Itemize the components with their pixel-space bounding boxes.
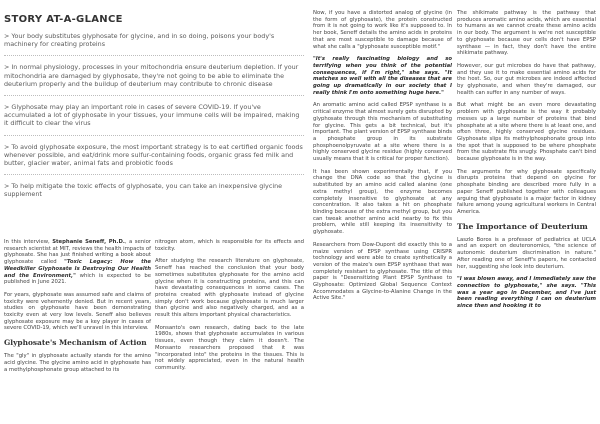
article-column-4: [457, 10, 596, 316]
paragraph: nitrogen atom, which is responsible for its effects and toxicity.: [155, 239, 304, 252]
paragraph: Researchers from Dow-Dupont did exactly this to a maize version of EPSP synthase using CRISPR technology and were able to create synthetically a version of the maize's own EPSP synthase that was completely resistant to glyphosate. The title of this paper is "Desensitizing Plant EPSP Synthase to Glyphosate: Optimized Global Sequence Context Accommodates a Glycine-to-Alanine Change in the Active Site.": [313, 241, 452, 302]
author-name: Stephanie Seneff, Ph.D.: [52, 239, 125, 245]
paragraph: However, our gut microbes do have that pathway, and they use it to make essential amino acids for the host. So, our gut microbes are indeed affected by glyphosate, and when they're damaged, our health can suffer in any number of ways.: [457, 62, 596, 96]
paragraph: For years, glyphosate was assumed safe and claims of toxicity were vehemently denied. But in recent years, studies on glyphosate have been demonstrating toxicity even at very low levels. Seneff also believes glyphosate exposure may be a key player in cases of severe COVID-19, which we'll unravel in this interview.: [4, 291, 151, 332]
article-column-1: [4, 239, 151, 379]
paragraph: An aromatic amino acid called EPSP synthase is a critical enzyme that almost surely gets disrupted by glyphosate through this mechanism of substituting for glycine. This gets a bit technical, but it's important. The plant version of EPSP synthase binds a phosphate group in its substrate phosphoenolpyruvate at a site where there is a highly conserved glycine residue (highly conserved usually means that it is critical for proper function).: [313, 102, 452, 163]
paragraph: The "gly" in glyphosate actually stands for the amino acid glycine. The glycine amino acid in glyphosate has a methylphosphonate group attached to its: [4, 353, 151, 373]
pull-quote: "It's really fascinating biology and so terrifying when you think of the potential consequences, if I'm right," she says. "It matches so well with all the diseases that are going up dramatically in our society that I really think I'm onto something huge here.": [313, 56, 452, 96]
divider: [4, 95, 304, 96]
glance-title: STORY AT-A-GLANCE: [4, 14, 123, 25]
paragraph: The shikimate pathway is the pathway that produces aromatic amino acids, which are essential to humans as we cannot create these amino acids in our body. The argument is we're not susceptible to glyphosate because our cells don't have EPSP synthase — in fact, they don't have the entire shikimate pathway.: [457, 10, 596, 57]
glance-bullet: > Your body substitutes glyphosate for glycine, and in so doing, poisons your body's machinery for creating proteins: [4, 32, 275, 49]
section-heading: Glyphosate's Mechanism of Action: [4, 338, 147, 348]
glance-bullet: > To avoid glyphosate exposure, the most important strategy is to eat certified organic foods whenever possible, and eat/drink more sulfur-containing foods, organic grass fed milk and butter, glacier water, animal fats and probiotic foods: [4, 142, 303, 168]
article-column-2: [155, 239, 304, 378]
paragraph: But what might be an even more devastating problem with glyphosate is the way it probably messes up a large number of proteins that bind phosphate at a site where there is at least one, and often three, highly conserved glycine residues. Glyphosate slips its methylphosphonate group into the spot that is supposed to be where phosphate from the substrate fits snugly. Phosphate can't bind because glyphosate is in the way.: [457, 102, 596, 163]
paragraph: After studying the research literature on glyphosate, Seneff has reached the conclusion that your body sometimes substitutes glyphosate for the amino acid glycine when it is constructing proteins, and this can have devastating consequences in some cases. The proteins created with glyphosate instead of glycine simply don't work because glyphosate is much larger than glycine and also negatively charged, and as a result this alters important physical characteristics.: [155, 258, 304, 319]
paragraph: Laszlo Boros is a professor of pediatrics at UCLA and an expert on deuteronomics, "the science of autonomic deuterium discrimination in nature." After reading one of Seneff's papers, he contacted her, suggesting she look into deuterium.: [457, 236, 596, 270]
text: which is expected to be published in June 2021.: [4, 272, 151, 286]
story-at-a-glance: [4, 32, 304, 206]
article-column-3: [313, 10, 452, 308]
glance-bullet: > In normal physiology, processes in your mitochondria ensure deuterium depletion. If your mitochondria are damaged by glyphosate, they're not going to be able to eliminate the deuterium properly and the buildup of deuterium may contribute to chronic disease: [4, 63, 299, 88]
paragraph: The arguments for why glyphosate specifically disrupts proteins that depend on glycine for phosphate binding are described more fully in a paper Seneff published together with colleagues arguing that glyphosate is a major factor in kidney failure among young agricultural workers in Central America.: [457, 168, 596, 215]
glance-bullet: > To help mitigate the toxic effects of glyphosate, you can take an inexpensive glycine supplement: [4, 182, 283, 199]
paragraph: Monsanto's own research, dating back to the late 1980s, shows that glyphosate accumulates in various tissues, even though they claim it doesn't. The Monsanto researchers proposed that it was "incorporated into" the proteins in the tissues. This is not widely appreciated, even in the natural health community.: [155, 324, 304, 371]
book-title: "Toxic Legacy: How the Weedkiller Glyphosate Is Destroying Our Health and the Environment,": [4, 259, 151, 279]
divider: [4, 135, 304, 136]
paragraph: Now, if you have a distorted analog of glycine (in the form of glyphosate), the protein constructed from it is not going to work like it's supposed to. In her book, Seneff details the amino acids in proteins that are most susceptible to damage because of what she calls a "glyphosate susceptible motif.": [313, 10, 452, 50]
divider: [4, 174, 304, 175]
text: , a senior research scientist at MIT, reviews the health impacts of glyphosate. She has just finished writing a book about glyphosate called: [4, 239, 151, 266]
divider: [4, 55, 304, 56]
paragraph: [4, 239, 151, 286]
paragraph: It has been shown experimentally that, if you change the DNA code so that the glycine is substituted by an amino acid called alanine (one extra methyl group), the enzyme becomes completely insensitive to glyphosate at any concentration. It also takes a hit on phosphate binding because of the extra methyl group, but you can tweak another amino acid nearby to fix this problem, while still keeping its insensitivity to glyphosate.: [313, 168, 452, 236]
text: In this interview,: [4, 239, 53, 245]
pull-quote: "I was blown away, and I immediately saw the connection to glyphosate," she says. "This was a year ago in December, and I've just been reading everything I can on deuterium since then and hooking it to: [457, 276, 596, 310]
glance-bullet: > Glyphosate may play an important role in cases of severe COVID-19. If you've accumulated a lot of glyphosate in your tissues, your immune cells will be impaired, making it difficult to clear the virus: [4, 103, 300, 128]
section-heading: The Importance of Deuterium: [457, 221, 588, 231]
